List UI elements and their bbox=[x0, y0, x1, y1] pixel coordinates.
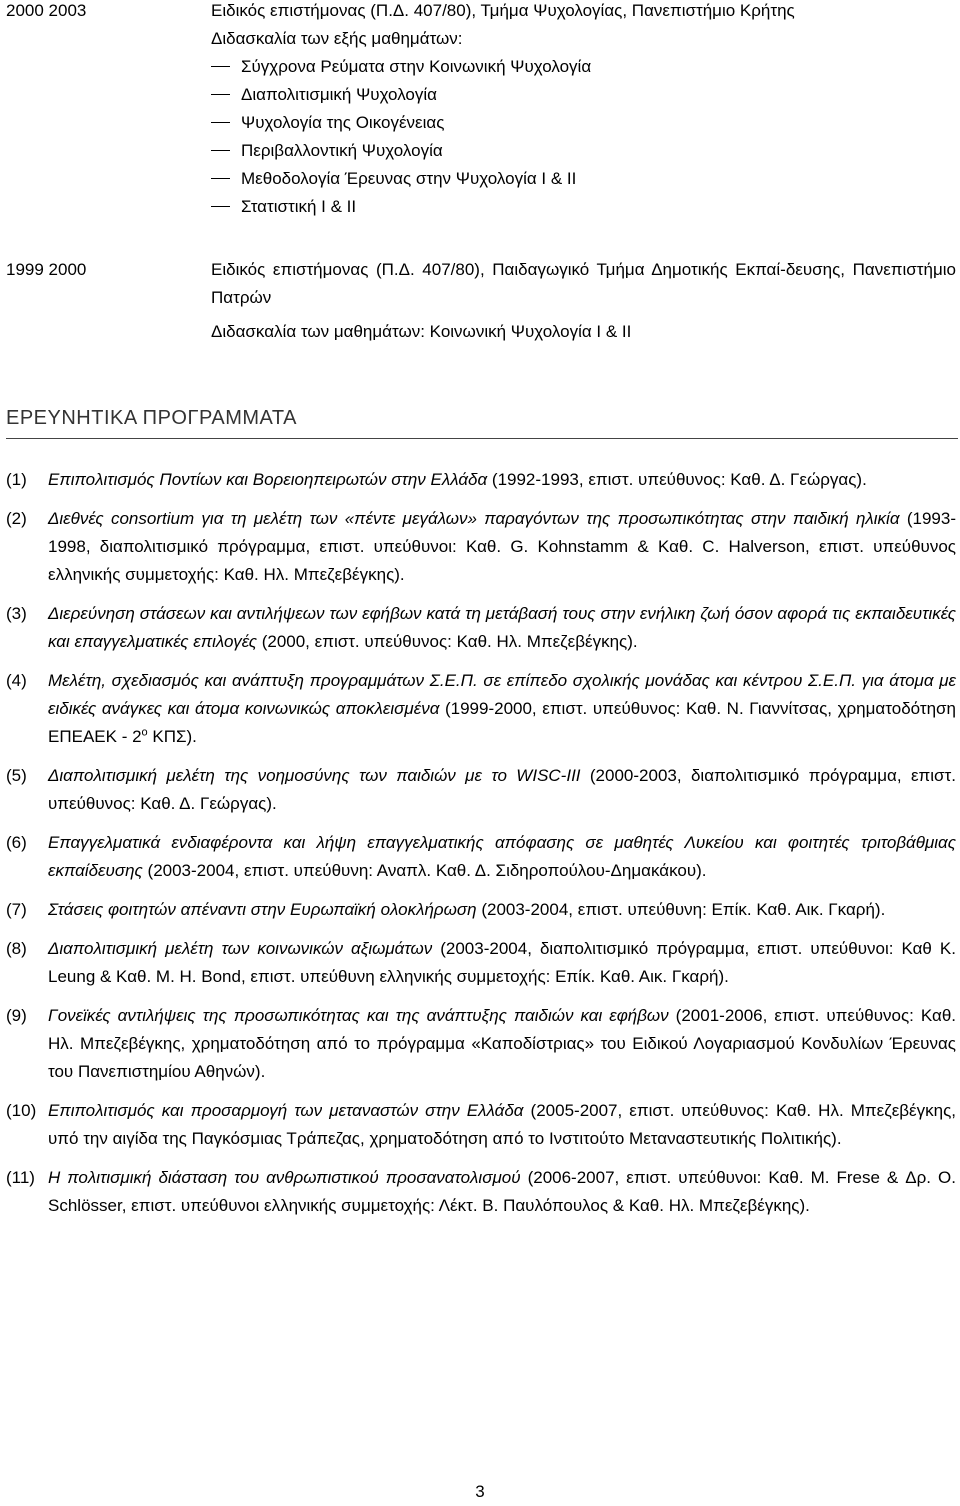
project-details: (2006-2007, επιστ. υπεύθυνοι: Καθ. M. Frese & Δρ. O. Schlösser, επιστ. υπεύθυνοι ελληνικής συμμετοχής: Λέκτ. Β. Παυλόπουλος & Καθ. Ηλ. Μπεζεβέγκης). bbox=[48, 1168, 956, 1215]
list-item: Ψυχολογία της Οικογένειας bbox=[211, 109, 956, 137]
page-number: 3 bbox=[475, 1482, 485, 1501]
dash-bullet bbox=[211, 66, 230, 67]
project-details: (2001-2006, επιστ. υπεύθυνος: Καθ. Ηλ. Μπεζεβέγκης, χρηματοδότηση από το πρόγραμμα «Καποδίστριας» του Ειδικού Λογαριασμού Κονδυλίων Έρευνας του Πανεπιστημίου Αθηνών). bbox=[48, 1006, 956, 1081]
project-details: (2000, επιστ. υπεύθυνος: Καθ. Ηλ. Μπεζεβέγκης). bbox=[256, 632, 638, 651]
list-item bbox=[6, 505, 956, 589]
list-item: Διαπολιτισμική Ψυχολογία bbox=[211, 81, 956, 109]
list-item bbox=[6, 600, 956, 656]
project-details-after: ΚΠΣ). bbox=[147, 727, 197, 746]
list-item bbox=[6, 667, 956, 751]
entry-position: Ειδικός επιστήμονας (Π.Δ. 407/80), Παιδαγωγικό Τμήμα Δημοτικής Εκπαί-δευσης, Πανεπιστήμιο Πατρών bbox=[211, 260, 956, 307]
project-number: (9) bbox=[6, 1006, 27, 1025]
superscript: ο bbox=[141, 726, 148, 739]
list-item bbox=[6, 466, 956, 494]
dash-bullet bbox=[211, 150, 230, 151]
project-details: (2003-2004, επιστ. υπεύθυνη: Επίκ. Καθ. Αικ. Γκαρή). bbox=[476, 900, 886, 919]
list-item bbox=[6, 896, 956, 924]
project-title: Διαπολιτισμική μελέτη των κοινωνικών αξιωμάτων bbox=[48, 939, 433, 958]
entry-teaching: Διδασκαλία των μαθημάτων: Κοινωνική Ψυχολογία I & II bbox=[211, 322, 632, 341]
project-title: Μελέτη, σχεδιασμός και ανάπτυξη προγραμμάτων Σ.Ε.Π. σε επίπεδο σχολικής μονάδας και κέντρου Σ.Ε.Π. για άτομα με ειδικές ανάγκες και άτομα κοινωνικώς αποκλεισμένα bbox=[48, 671, 956, 718]
project-details: (1992-1993, επιστ. υπεύθυνος: Καθ. Δ. Γεώργας). bbox=[487, 470, 867, 489]
project-title: Επαγγελματικά ενδιαφέροντα και λήψη επαγγελματικής απόφασης σε μαθητές Λυκείου και φοιτητές τριτοβάθμιας εκπαίδευσης bbox=[48, 833, 956, 880]
list-item bbox=[6, 1164, 956, 1220]
dash-bullet bbox=[211, 122, 230, 123]
project-details: (2005-2007, επιστ. υπεύθυνος: Καθ. Ηλ. Μπεζεβέγκης, υπό την αιγίδα της Παγκόσμιας Τράπεζας, χρηματοδότηση από το Ινστιτούτο Μεταναστευτικής Πολιτικής). bbox=[48, 1101, 957, 1148]
entry-years: 1999 2000 bbox=[6, 260, 87, 279]
dash-bullet bbox=[211, 94, 230, 95]
project-title: Επιπολιτισμός Ποντίων και Βορειοηπειρωτών στην Ελλάδα bbox=[48, 470, 488, 489]
list-item: Μεθοδολογία Έρευνας στην Ψυχολογία I & II bbox=[211, 165, 956, 193]
list-item bbox=[6, 935, 956, 991]
list-item: Στατιστική I & II bbox=[211, 193, 956, 221]
entry-years: 2000 2003 bbox=[6, 1, 87, 20]
dash-bullet bbox=[211, 206, 230, 207]
project-title: Διεθνές consortium για τη μελέτη των «πέντε μεγάλων» παραγόντων της προσωπικότητας στην παιδική ηλικία bbox=[48, 509, 900, 528]
project-number: (10) bbox=[6, 1101, 37, 1120]
project-title: Στάσεις φοιτητών απέναντι στην Ευρωπαϊκή ολοκλήρωση bbox=[48, 900, 477, 919]
project-title: Διαπολιτισμική μελέτη της νοημοσύνης των παιδιών με το WISC-III bbox=[48, 766, 581, 785]
project-details: (2003-2004, επιστ. υπεύθυνη: Αναπλ. Καθ. Δ. Σιδηροπούλου-Δημακάκου). bbox=[142, 861, 707, 880]
research-projects-list bbox=[6, 466, 956, 1231]
project-number: (7) bbox=[6, 900, 27, 919]
project-title: Γονεϊκές αντιλήψεις της προσωπικότητας και της ανάπτυξης παιδιών και εφήβων bbox=[48, 1006, 669, 1025]
project-number: (6) bbox=[6, 833, 27, 852]
list-item: Περιβαλλοντική Ψυχολογία bbox=[211, 137, 956, 165]
employment-entry-2000-2003 bbox=[6, 0, 956, 221]
dash-bullet bbox=[211, 178, 230, 179]
project-number: (1) bbox=[6, 470, 27, 489]
project-details: (2003-2004, διαπολιτισμικό πρόγραμμα, επιστ. υπεύθυνοι: Καθ K. Leung & Καθ. M. H. Bond, επιστ. υπεύθυνη ελληνικής συμμετοχής: Επίκ. Καθ. Αικ. Γκαρή). bbox=[48, 939, 956, 986]
project-title: Επιπολιτισμός και προσαρμογή των μεταναστών στην Ελλάδα bbox=[48, 1101, 524, 1120]
list-item bbox=[6, 762, 956, 818]
list-item bbox=[6, 1002, 956, 1086]
project-number: (11) bbox=[6, 1168, 35, 1187]
project-title: Διερεύνηση στάσεων και αντιλήψεων των εφήβων κατά τη μετάβασή τους στην ενήλικη ζωή όσον αφορά τις εκπαιδευτικές και επαγγελματικές επιλογές bbox=[48, 604, 956, 651]
list-item bbox=[6, 1097, 956, 1153]
list-item bbox=[6, 829, 956, 885]
list-item: Σύγχρονα Ρεύματα στην Κοινωνική Ψυχολογία bbox=[211, 53, 956, 81]
entry-position: Ειδικός επιστήμονας (Π.Δ. 407/80), Τμήμα Ψυχολογίας, Πανεπιστήμιο Κρήτης bbox=[211, 1, 795, 20]
project-number: (4) bbox=[6, 671, 27, 690]
project-details: (1999-2000, επιστ. υπεύθυνος: Καθ. Ν. Γιαννίτσας, χρηματοδότηση ΕΠΕΑΕΚ - 2 bbox=[48, 699, 956, 746]
project-number: (5) bbox=[6, 766, 27, 785]
project-number: (3) bbox=[6, 604, 27, 623]
section-heading-research-programs: ΕΡΕΥΝΗΤΙΚΑ ΠΡΟΓΡΑΜΜΑΤΑ bbox=[6, 404, 958, 439]
employment-entry-1999-2000 bbox=[6, 256, 956, 346]
project-title: Η πολιτισμική διάσταση του ανθρωπιστικού προσανατολισμού bbox=[48, 1168, 521, 1187]
project-number: (8) bbox=[6, 939, 27, 958]
teaching-intro: Διδασκαλία των εξής μαθημάτων: bbox=[211, 29, 463, 48]
course-list bbox=[211, 53, 956, 221]
project-number: (2) bbox=[6, 509, 27, 528]
project-details: (1993-1998, διαπολιτισμικό πρόγραμμα, επιστ. υπεύθυνοι: Καθ. G. Kohnstamm & Καθ. C. Halverson, επιστ. υπεύθυνος ελληνικής συμμετοχής: Καθ. Ηλ. Μπεζεβέγκης). bbox=[48, 509, 956, 584]
project-details: (2000-2003, διαπολιτισμικό πρόγραμμα, επιστ. υπεύθυνος: Καθ. Δ. Γεώργας). bbox=[48, 766, 956, 813]
